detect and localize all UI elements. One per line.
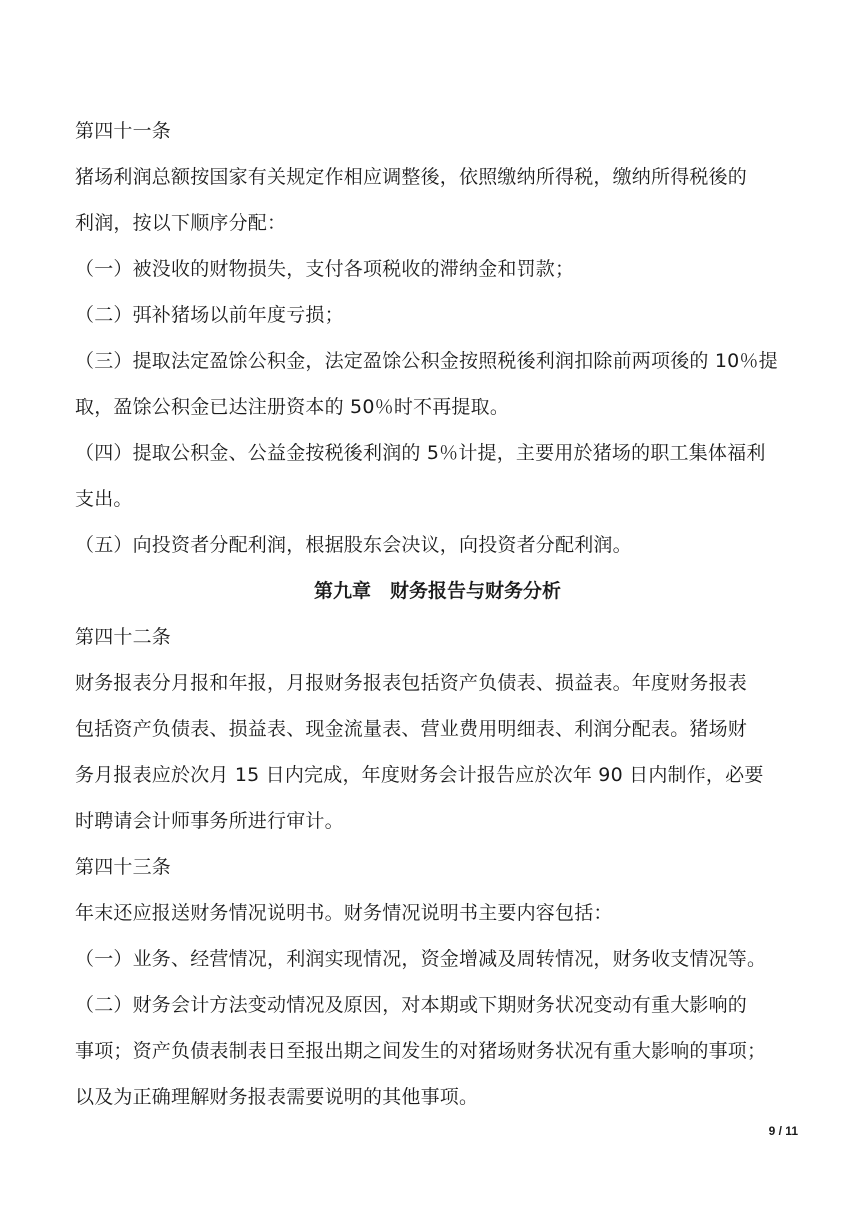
- article-41-line-7: （四）提取公积金、公益金按税後利润的 5％计提，主要用於猪场的职工集体福利: [75, 442, 766, 464]
- article-41-line-1: 猪场利润总额按国家有关规定作相应调整後，依照缴纳所得税，缴纳所得税後的: [75, 166, 748, 188]
- article-43-title: 第四十三条: [75, 856, 172, 878]
- article-42-line-3: 务月报表应於次月 15 日内完成，年度财务会计报告应於次年 90 日内制作，必要: [75, 764, 764, 786]
- article-42-line-1: 财务报表分月报和年报，月报财务报表包括资产负债表、损益表。年度财务报表: [75, 672, 748, 694]
- article-42-line-4: 时聘请会计师事务所进行审计。: [75, 810, 344, 832]
- article-41-line-2: 利润，按以下顺序分配：: [75, 212, 287, 234]
- article-43-line-4: 事项；资产负债表制表日至报出期之间发生的对猪场财务状况有重大影响的事项；: [75, 1040, 767, 1062]
- page-number: 9 / 11: [768, 1124, 798, 1138]
- article-43-line-5: 以及为正确理解财务报表需要说明的其他事项。: [75, 1086, 479, 1108]
- article-41-line-4: （二）弭补猪场以前年度亏损；: [75, 304, 344, 326]
- article-42-title: 第四十二条: [75, 626, 172, 648]
- article-41-title: 第四十一条: [75, 120, 172, 142]
- article-43-line-3: （二）财务会计方法变动情况及原因，对本期或下期财务状况变动有重大影响的: [75, 994, 748, 1016]
- article-43-line-2: （一）业务、经营情况，利润实现情况，资金增减及周转情况，财务收支情况等。: [75, 948, 767, 970]
- article-43-line-1: 年末还应报送财务情况说明书。财务情况说明书主要内容包括：: [75, 902, 613, 924]
- article-42-line-2: 包括资产负债表、损益表、现金流量表、营业费用明细表、利润分配表。猪场财: [75, 718, 748, 740]
- article-41-line-9: （五）向投资者分配利润，根据股东会决议，向投资者分配利润。: [75, 534, 632, 556]
- article-41-line-8: 支出。: [75, 488, 133, 510]
- article-41-line-5: （三）提取法定盈馀公积金，法定盈馀公积金按照税後利润扣除前两项後的 10％提: [75, 350, 778, 372]
- article-41-line-6: 取，盈馀公积金已达注册资本的 50％时不再提取。: [75, 396, 510, 418]
- document-body: [75, 108, 800, 1120]
- chapter-9-heading: 第九章 财务报告与财务分析: [313, 580, 561, 602]
- article-41-line-3: （一）被没收的财物损失，支付各项税收的滞纳金和罚款；: [75, 258, 575, 280]
